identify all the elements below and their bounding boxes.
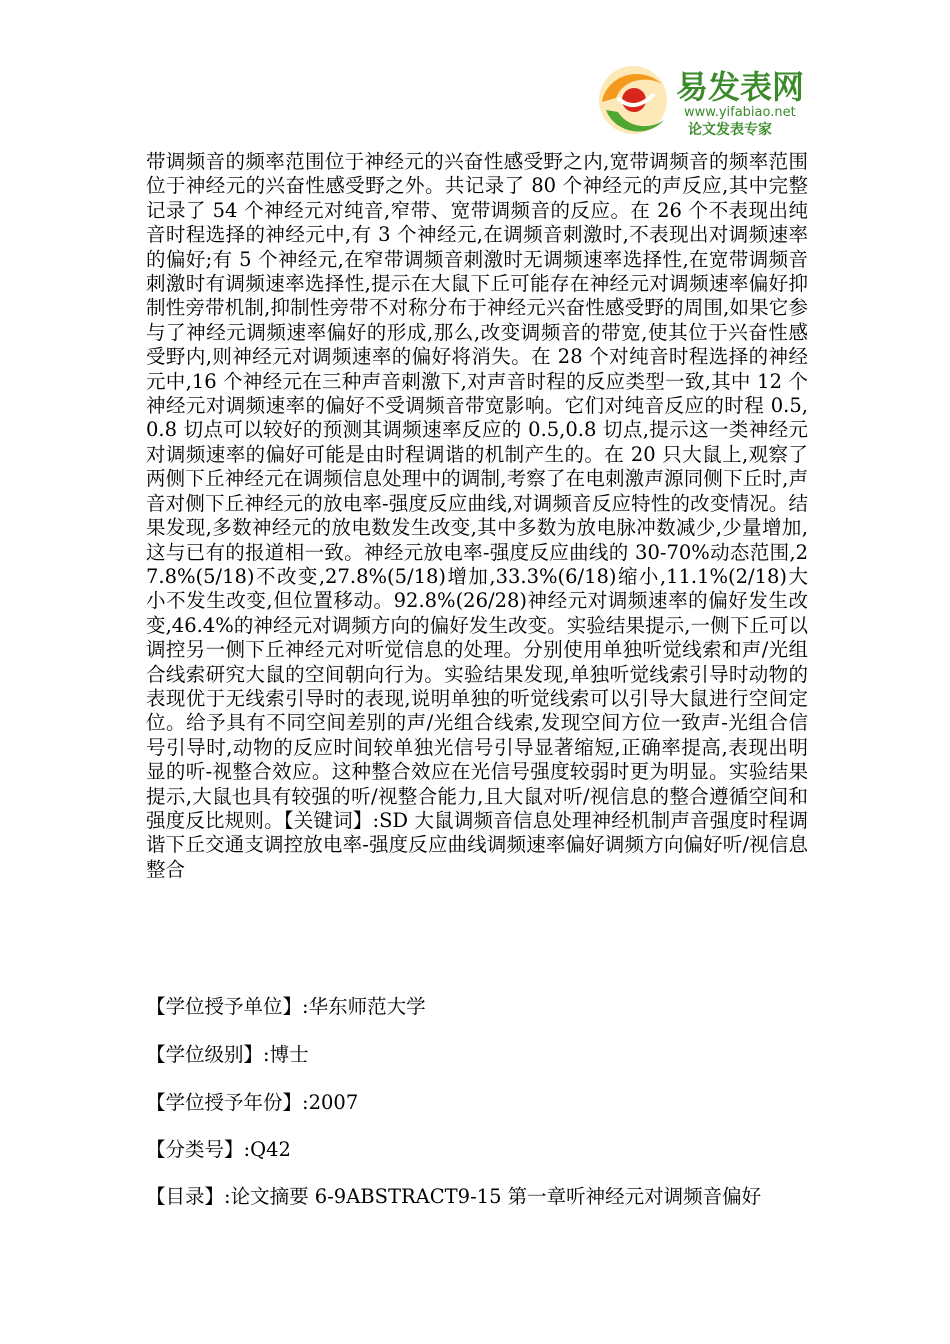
- svg-text:www.yifabiao.net: www.yifabiao.net: [684, 105, 796, 120]
- degree-level-sep: :: [263, 1043, 270, 1066]
- degree-unit-value: 华东师范大学: [308, 995, 426, 1018]
- degree-level-line: [146, 1043, 846, 1067]
- toc-line: [146, 1185, 846, 1209]
- toc-value: 论文摘要 6-9ABSTRACT9-15 第一章听神经元对调频音偏好: [230, 1185, 762, 1208]
- toc-label: 【目录】: [146, 1185, 225, 1208]
- classification-line: [146, 1138, 846, 1162]
- svg-text:易发表网: 易发表网: [676, 68, 805, 106]
- degree-level-value: 博士: [269, 1043, 309, 1066]
- degree-level-label: 【学位级别】: [146, 1043, 264, 1066]
- degree-year-value: 2007: [308, 1091, 359, 1114]
- degree-year-line: [146, 1091, 846, 1115]
- degree-year-label: 【学位授予年份】: [146, 1091, 303, 1114]
- abstract-text: 带调频音的频率范围位于神经元的兴奋性感受野之内,宽带调频音的频率范围位于神经元的兴奋性感受野之外。共记录了 80 个神经元的声反应,其中完整记录了 54 个神经元对纯音,窄带、宽带调频音的反应。在 26 个不表现出纯音时程选择的神经元中,有 3 个神经元,在调频音刺激时,不表现出对调频速率的偏好;有 5 个神经元,在窄带调频音刺激时无调频速率选择性,在宽带调频音刺激时有调频速率选择性,提示在大鼠下丘可能存在神经元对调频速率偏好抑制性旁带机制,抑制性旁带不对称分布于神经元兴奋性感受野的周围,如果它参与了神经元调频速率偏好的形成,那么,改变调频音的带宽,使其位于兴奋性感受野内,则神经元对调频速率的偏好将消失。在 28 个对纯音时程选择的神经元中,16 个神经元在三种声音刺激下,对声音时程的反应类型一致,其中 12 个神经元对调频速率的偏好不受调频音带宽影响。它们对纯音反应的时程 0.5,0.8 切点可以较好的预测其调频速率反应的 0.5,0.8 切点,提示这一类神经元对调频速率的偏好可能是由时程调谐的机制产生的。在 20 只大鼠上,观察了两侧下丘神经元在调频信息处理中的调制,考察了在电刺激声源同侧下丘时,声音对侧下丘神经元的放电率-强度反应曲线,对调频音反应特性的改变情况。结果发现,多数神经元的放电数发生改变,其中多数为放电脉冲数减少,少量增加,这与已有的报道相一致。神经元放电率-强度反应曲线的 30-70%动态范围,27.8%(5/18)不改变,27.8%(5/18)增加,33.3%(6/18)缩小,11.1%(2/18)大小不发生改变,但位置移动。92.8%(26/28)神经元对调频速率的偏好发生改变,46.4%的神经元对调频方向的偏好发生改变。实验结果提示,一侧下丘可以调控另一侧下丘神经元对听觉信息的处理。分别使用单独听觉线索和声/光组合线索研究大鼠的空间朝向行为。实验结果发现,单独听觉线索引导时动物的表现优于无线索引导时的表现,说明单独的听觉线索可以引导大鼠进行空间定位。给予具有不同空间差别的声/光组合线索,发现空间方位一致声-光组合信号引导时,动物的反应时间较单独光信号引导显著缩短,正确率提高,表现出明显的听-视整合效应。这种整合效应在光信号强度较弱时更为明显。实验结果提示,大鼠也具有较强的听/视整合能力,且大鼠对听/视信息的整合遵循空间和强度反比规则。【关键词】:SD 大鼠调频音信息处理神经机制声音强度时程调谐下丘交通支调控放电率-强度反应曲线调频速率偏好调频方向偏好听/视信息整合: [146, 150, 808, 881]
- degree-unit-line: [146, 995, 846, 1019]
- classification-sep: :: [243, 1138, 251, 1161]
- logo-swirl-icon: [588, 58, 818, 148]
- site-logo[interactable]: [588, 58, 818, 148]
- classification-value: Q42: [250, 1138, 291, 1161]
- svg-text:论文发表专家: 论文发表专家: [688, 122, 772, 138]
- degree-unit-sep: :: [302, 995, 309, 1018]
- toc-sep: :: [224, 1185, 231, 1208]
- classification-label: 【分类号】: [146, 1138, 244, 1161]
- degree-year-sep: :: [302, 1091, 309, 1114]
- degree-unit-label: 【学位授予单位】: [146, 995, 303, 1018]
